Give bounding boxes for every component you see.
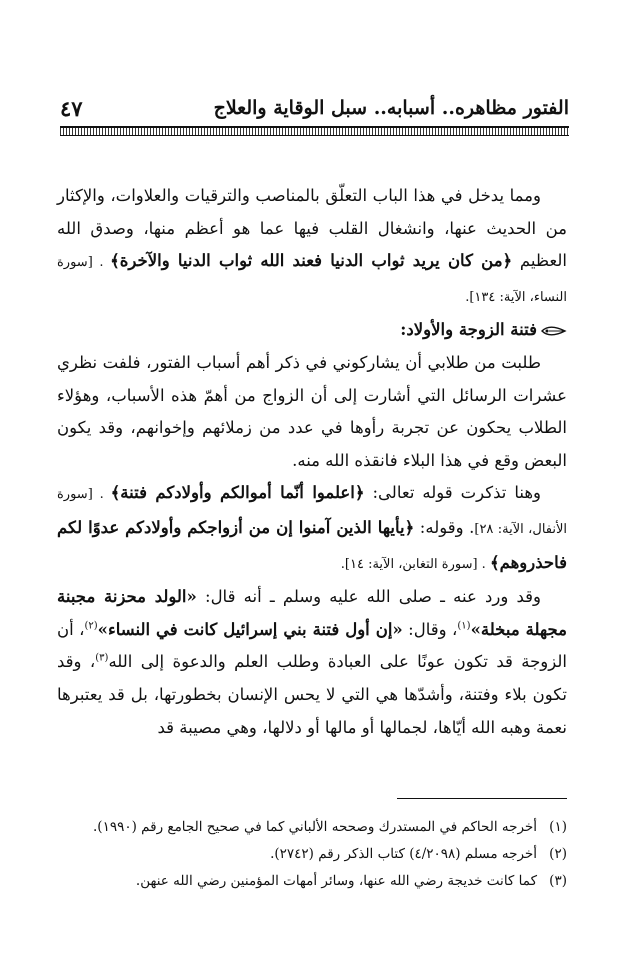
footnote-text: كما كانت خديجة رضي الله عنها، وسائر أمهات المؤمنين رضي الله عنهن. [135,873,537,889]
section-heading [57,314,567,347]
footnote-ref: (٣) [95,652,109,664]
quran-verse: ﴿اعلموا أنّما أموالكم وأولادكم فتنة﴾ [110,483,365,503]
footnote-ref: (١) [457,620,471,632]
hadith-quote: «إن أول فتنة بني إسرائيل كانت في النساء» [97,619,403,639]
hadith-quote: «الولد محزنة مجبنة مجهلة مبخلة» [57,587,567,639]
main-text [57,180,567,744]
paragraph-4 [57,581,567,744]
verse-reference: . [سورة الأنفال، الآية: ٢٨] [57,487,568,537]
footnote-item [60,814,567,841]
paragraph-text: ، وقال: [402,619,458,639]
section-heading-text: فتنة الزوجة والأولاد: [400,320,537,340]
page-header [60,92,569,124]
footnote-item [60,868,567,895]
quran-verse: ﴿يأيها الذين آمنوا إن من أزواجكم وأولادكم عدوًا لكم فاحذروهم﴾ [57,517,567,572]
paragraph-2: طلبت من طلابي أن يشاركوني في ذكر أهم أسباب الفتور، فلفت نظري عشرات الرسائل التي أشارت إلى أن الزواج من أهمّ هذه الأسباب، وهؤلاء الطلاب يحكون عن تجربة رأوها في عدد من زملائهم وإخوانهم، وقد يكون البعض وقع في هذا البلاء فانقذه الله منه. [57,352,567,470]
footnote-number: (٢) [549,846,567,862]
paragraph-text: ، وقد تكون بلاء وفتنة، وأشدّها هي التي لا يحس الإنسان بخطورتها، بل قد يعتبرها نعمة وهبه الله أيّاها، لجمالها أو مالها أو دلالها، وهي مصيبة قد [57,652,567,737]
running-title: الفتور مظاهره.. أسبابه.. سبل الوقاية والعلاج [213,97,569,119]
paragraph-3 [57,477,567,581]
paragraph-1 [57,180,567,314]
paragraph-text: ، أن الزوجة قد تكون عونًا على العبادة وطلب العلم والدعوة إلى الله [57,619,567,672]
header-divider [60,126,569,136]
footnote-divider [397,798,567,799]
footnote-item [60,841,567,868]
pen-nib-icon [541,324,567,338]
footnote-ref: (٢) [84,620,98,632]
paragraph-text: وهنا تذكرت قوله تعالى: [364,483,541,503]
paragraph-text: ومما يدخل في هذا الباب التعلّق بالمناصب والترقيات والعلاوات، والإكثار من الحديث عنها، وانشغال القلب فيها عما هو أعظم منها، وصدق الله العظيم [57,186,567,271]
footnotes [60,814,567,895]
paragraph-text: . وقوله: [414,517,475,537]
verse-reference: . [سورة التغابن، الآية: ١٤]. [340,556,490,572]
page-number: ٤٧ [60,95,83,121]
verse-reference: . [سورة النساء، الآية: ١٣٤]. [57,255,567,305]
paragraph-text: وقد ورد عنه ـ صلى الله عليه وسلم ـ أنه قال: [196,587,541,607]
quran-verse: ﴿من كان يريد ثواب الدنيا فعند الله ثواب الدنيا والآخرة﴾ [110,251,513,271]
footnote-text: أخرجه الحاكم في المستدرك وصححه الألباني كما في صحيح الجامع رقم (١٩٩٠). [93,819,537,835]
footnote-number: (١) [549,819,567,835]
footnote-text: أخرجه مسلم (٤/٢٠٩٨) كتاب الذكر رقم (٢٧٤٢). [270,846,537,862]
footnote-number: (٣) [549,873,567,889]
